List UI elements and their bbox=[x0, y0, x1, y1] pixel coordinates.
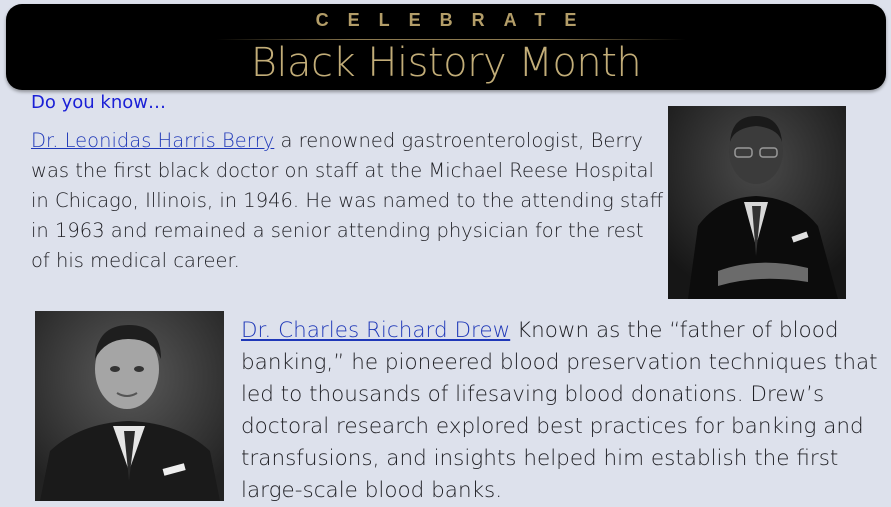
bio-drew bbox=[241, 315, 881, 507]
bio-berry-name-link[interactable]: Dr. Leonidas Harris Berry bbox=[31, 129, 275, 152]
bio-drew-name-link[interactable]: Dr. Charles Richard Drew bbox=[241, 318, 511, 343]
berry-portrait-photo bbox=[668, 106, 846, 299]
bio-berry bbox=[31, 126, 667, 276]
banner-celebrate-text: CELEBRATE bbox=[315, 10, 596, 30]
title-banner bbox=[6, 4, 886, 90]
intro-heading: Do you know… bbox=[31, 92, 166, 113]
bio-berry-text: a renowned gastroenterologist, Berry was the first black doctor on staff at the Michael Reese Hospital in Chicago, Illinois, in 1946. He was named to the attending staff in 1963 and remained a senior attending physician for the rest of his medical career. bbox=[31, 129, 664, 272]
drew-portrait-photo bbox=[35, 311, 224, 501]
bio-drew-text: Known as the “father of blood banking,” he pioneered blood preservation techniques that led to thousands of lifesaving blood donations. Drew’s doctoral research explored best practices for banking and transfusions, and insights helped him establish the first large-scale blood banks. bbox=[241, 318, 878, 503]
banner-title: Black History Month bbox=[250, 40, 642, 86]
